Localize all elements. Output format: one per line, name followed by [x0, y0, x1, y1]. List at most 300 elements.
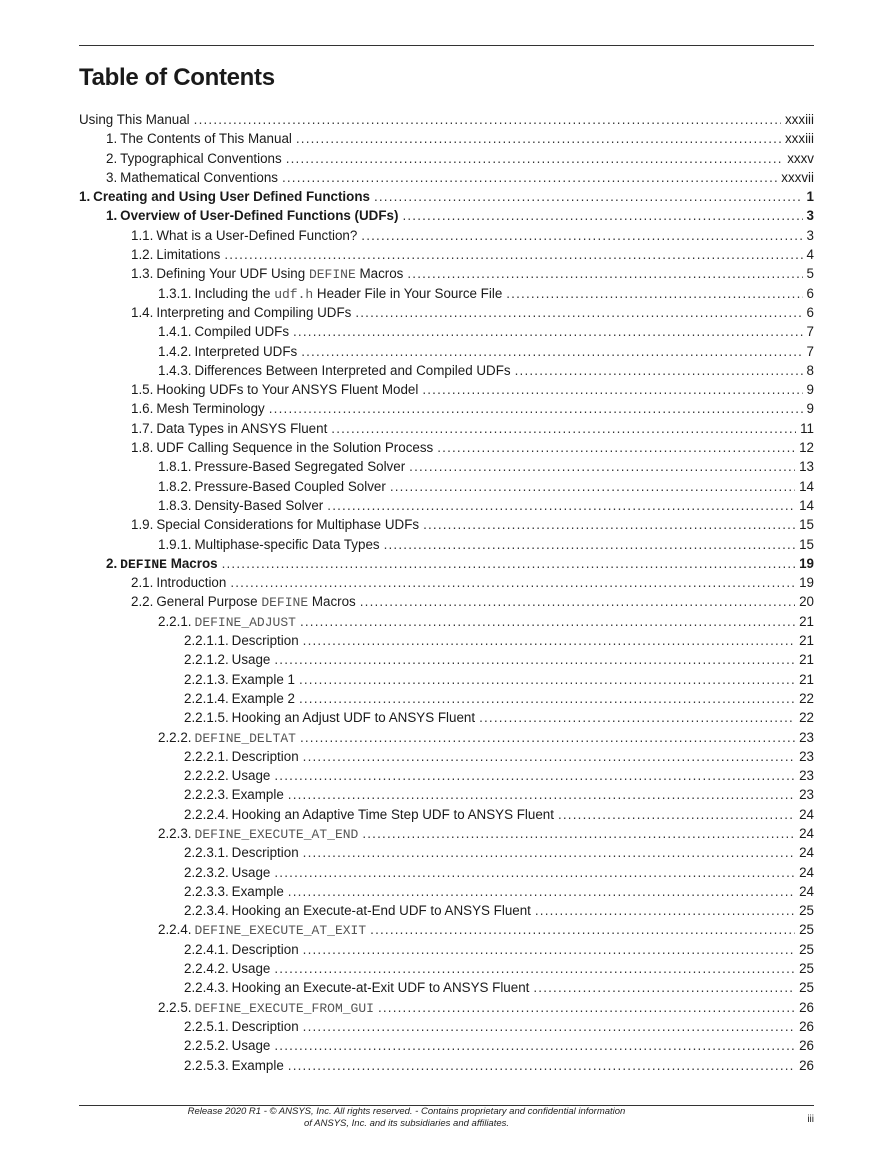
toc-leader-dots	[288, 882, 795, 901]
toc-entry[interactable]	[79, 264, 814, 283]
toc-entry-number: 1.1.	[131, 227, 154, 243]
toc-entry-title[interactable]	[232, 747, 299, 766]
toc-entry-text: Macros	[355, 266, 404, 282]
toc-entry-title[interactable]	[120, 168, 278, 187]
toc-entry-page: 14	[799, 478, 814, 494]
toc-entry-text: Usage	[231, 961, 271, 977]
toc-entry-number: 2.2.3.2.	[184, 864, 229, 880]
toc-entry-title[interactable]	[195, 322, 290, 341]
toc-entry-title[interactable]	[195, 284, 503, 303]
toc-entry-code: udf.h	[274, 286, 314, 302]
toc-entry-text: Header File in Your Source File	[313, 285, 503, 301]
toc-entry-page: 21	[799, 652, 814, 668]
toc-entry-number: 2.2.4.2.	[184, 961, 229, 977]
toc-leader-dots	[479, 708, 795, 727]
toc-entry-text: Limitations	[156, 247, 221, 263]
table-of-contents	[79, 110, 814, 1075]
toc-entry-number: 2.2.1.	[158, 613, 192, 629]
toc-entry[interactable]	[79, 515, 814, 534]
toc-entry-number: 2.2.4.	[158, 922, 192, 938]
toc-leader-dots	[288, 1056, 795, 1075]
toc-entry[interactable]	[79, 978, 814, 997]
toc-entry-number: 1.2.	[131, 247, 154, 263]
toc-entry-text: Mathematical Conventions	[120, 169, 278, 185]
toc-entry[interactable]	[79, 245, 814, 264]
footer-line-2: of ANSYS, Inc. and its subsidiaries and affiliates.	[303, 1117, 510, 1129]
toc-entry[interactable]	[79, 322, 814, 341]
toc-entry[interactable]	[79, 129, 814, 148]
toc-leader-dots	[423, 515, 795, 534]
toc-entry-text: Typographical Conventions	[120, 150, 282, 166]
toc-entry-number: 2.2.2.3.	[184, 787, 229, 803]
toc-entry-number: 2.2.3.1.	[184, 845, 229, 861]
toc-entry-title[interactable]	[232, 843, 299, 862]
toc-entry-title[interactable]	[195, 612, 296, 631]
toc-entry-text: Hooking an Adjust UDF to ANSYS Fluent	[231, 710, 476, 726]
toc-entry[interactable]	[79, 399, 814, 418]
toc-entry-text: Differences Between Interpreted and Compiled UDFs	[194, 362, 511, 378]
toc-leader-dots	[282, 168, 777, 187]
toc-entry-number: 1.	[79, 189, 91, 205]
toc-entry-number: 1.4.2.	[158, 343, 192, 359]
toc-entry[interactable]	[79, 477, 814, 496]
toc-entry-page: 24	[799, 845, 814, 861]
toc-leader-dots	[296, 129, 781, 148]
toc-entry-title[interactable]	[156, 245, 220, 264]
toc-entry[interactable]	[79, 1056, 814, 1075]
toc-entry-title[interactable]	[232, 1036, 271, 1055]
toc-entry-page: 9	[806, 401, 814, 417]
toc-entry-number: 2.2.5.2.	[184, 1038, 229, 1054]
toc-entry-number: 3.	[106, 169, 118, 185]
toc-entry-title[interactable]	[232, 1017, 299, 1036]
toc-entry-title[interactable]	[232, 901, 531, 920]
toc-entry[interactable]	[79, 689, 814, 708]
toc-leader-dots	[300, 612, 795, 631]
toc-entry-page: 14	[799, 497, 814, 513]
toc-entry-number: 2.2.4.3.	[184, 980, 229, 996]
toc-leader-dots	[293, 322, 803, 341]
toc-entry-text: Introduction	[156, 575, 227, 591]
toc-entry-page: xxxvii	[781, 169, 814, 185]
toc-entry[interactable]	[79, 901, 814, 920]
toc-entry-number: 1.8.3.	[158, 497, 192, 513]
toc-entry[interactable]	[79, 863, 814, 882]
toc-leader-dots	[361, 226, 802, 245]
toc-entry-text: Description	[231, 633, 299, 649]
toc-entry-number: 2.2.1.1.	[184, 633, 229, 649]
toc-entry-text: Creating and Using User Defined Functions	[93, 189, 370, 205]
toc-entry-page: 23	[799, 787, 814, 803]
toc-entry[interactable]	[79, 920, 814, 939]
toc-entry-number: 1.8.1.	[158, 459, 192, 475]
toc-entry-number: 1.3.	[131, 266, 154, 282]
toc-entry-page: 25	[799, 961, 814, 977]
toc-leader-dots	[422, 380, 802, 399]
toc-entry-page: 8	[806, 362, 814, 378]
toc-entry-text: Compiled UDFs	[194, 324, 290, 340]
toc-entry-page: 19	[799, 555, 814, 571]
footer-copyright	[159, 1106, 654, 1129]
toc-entry-title[interactable]	[156, 438, 433, 457]
toc-leader-dots	[299, 689, 795, 708]
toc-entry-number: 2.2.1.3.	[184, 671, 229, 687]
toc-entry-page: 6	[806, 304, 814, 320]
toc-entry-text: Example	[231, 787, 284, 803]
toc-leader-dots	[378, 998, 795, 1017]
toc-entry[interactable]	[79, 708, 814, 727]
toc-entry-text: Interpreted UDFs	[194, 343, 298, 359]
toc-entry-title[interactable]	[232, 882, 284, 901]
toc-entry[interactable]	[79, 438, 814, 457]
toc-entry-page: 25	[799, 980, 814, 996]
toc-entry[interactable]	[79, 592, 814, 611]
toc-entry-title[interactable]	[93, 187, 370, 206]
toc-entry[interactable]	[79, 110, 814, 129]
toc-entry-title[interactable]	[232, 785, 284, 804]
toc-entry-number: 1.9.	[131, 517, 154, 533]
toc-entry-text: Hooking an Execute-at-End UDF to ANSYS Fluent	[231, 903, 531, 919]
toc-entry[interactable]	[79, 380, 814, 399]
toc-entry-text: Description	[231, 748, 299, 764]
toc-leader-dots	[360, 592, 795, 611]
toc-entry-text: Example	[231, 883, 284, 899]
toc-entry-number: 2.2.5.3.	[184, 1057, 229, 1073]
toc-entry-text: Overview of User-Defined Functions (UDFs)	[120, 208, 399, 224]
toc-entry-title[interactable]	[232, 670, 295, 689]
toc-entry-title[interactable]	[232, 689, 295, 708]
toc-entry-number: 2.2.5.	[158, 999, 192, 1015]
toc-leader-dots	[331, 419, 796, 438]
toc-entry-code: DEFINE_EXECUTE_FROM_GUI	[194, 1000, 374, 1016]
toc-entry-code: DEFINE	[308, 267, 356, 283]
toc-entry-title[interactable]	[232, 978, 530, 997]
toc-entry-number: 2.	[106, 150, 118, 166]
toc-leader-dots	[535, 901, 795, 920]
toc-entry-code: DEFINE_DELTAT	[194, 730, 296, 746]
toc-entry-page: 22	[799, 710, 814, 726]
toc-entry-number: 1.4.	[131, 304, 154, 320]
toc-entry-number: 1.8.2.	[158, 478, 192, 494]
toc-leader-dots	[303, 843, 795, 862]
toc-leader-dots	[558, 805, 795, 824]
toc-leader-dots	[303, 940, 795, 959]
toc-entry[interactable]	[79, 303, 814, 322]
toc-entry[interactable]	[79, 728, 814, 747]
toc-entry-title[interactable]	[195, 477, 386, 496]
toc-entry-text: The Contents of This Manual	[120, 131, 292, 147]
toc-entry-page: 21	[799, 633, 814, 649]
toc-entry-title[interactable]	[195, 824, 359, 843]
toc-entry-title[interactable]	[195, 535, 380, 554]
toc-entry-number: 2.2.1.2.	[184, 652, 229, 668]
toc-leader-dots	[288, 785, 795, 804]
toc-entry-number: 1.6.	[131, 401, 154, 417]
toc-entry-text: Example 2	[231, 690, 295, 706]
toc-leader-dots	[286, 149, 784, 168]
toc-entry-number: 2.2.3.4.	[184, 903, 229, 919]
toc-entry-code: DEFINE_ADJUST	[194, 614, 296, 630]
footer-line-1: Release 2020 R1 - © ANSYS, Inc. All rights reserved. - Contains proprietary and confidential information	[187, 1106, 626, 1117]
toc-entry-title[interactable]	[232, 766, 271, 785]
toc-entry-page: 12	[799, 440, 814, 456]
toc-leader-dots	[274, 650, 795, 669]
toc-entry[interactable]	[79, 149, 814, 168]
toc-entry-text: Using This Manual	[79, 112, 190, 127]
toc-entry[interactable]	[79, 226, 814, 245]
toc-leader-dots	[407, 264, 802, 283]
toc-entry-page: 26	[799, 1038, 814, 1054]
toc-entry[interactable]	[79, 747, 814, 766]
toc-entry-number: 1.5.	[131, 382, 154, 398]
toc-entry[interactable]	[79, 959, 814, 978]
toc-entry-text: Usage	[231, 1038, 271, 1054]
toc-entry-title[interactable]	[195, 728, 296, 747]
toc-entry-page: xxxiii	[784, 131, 814, 147]
toc-entry-title[interactable]	[195, 920, 367, 939]
toc-entry[interactable]	[79, 882, 814, 901]
toc-entry-text: Example	[231, 1057, 284, 1073]
toc-entry-page: 24	[799, 864, 814, 880]
toc-entry-number: 1.	[106, 131, 118, 147]
toc-entry-title[interactable]	[232, 959, 271, 978]
toc-entry-title[interactable]	[79, 110, 190, 129]
toc-leader-dots	[274, 959, 795, 978]
toc-entry-title[interactable]	[232, 805, 554, 824]
toc-entry-text: Including the	[194, 285, 275, 301]
toc-entry-number: 2.1.	[131, 575, 154, 591]
toc-entry-title[interactable]	[156, 303, 351, 322]
toc-entry-title[interactable]	[232, 708, 475, 727]
toc-entry-text: What is a User-Defined Function?	[156, 227, 358, 243]
toc-entry-page: 24	[799, 825, 814, 841]
toc-entry-title[interactable]	[120, 554, 217, 573]
toc-entry-text: Special Considerations for Multiphase UDFs	[156, 517, 420, 533]
toc-leader-dots	[362, 824, 795, 843]
toc-entry[interactable]	[79, 650, 814, 669]
toc-entry[interactable]	[79, 670, 814, 689]
toc-entry[interactable]	[79, 457, 814, 476]
toc-entry-code: DEFINE_EXECUTE_AT_EXIT	[194, 923, 367, 939]
toc-leader-dots	[300, 728, 795, 747]
toc-entry-page: 23	[799, 748, 814, 764]
toc-entry-page: 11	[800, 420, 814, 436]
toc-entry[interactable]	[79, 843, 814, 862]
toc-entry[interactable]	[79, 766, 814, 785]
toc-entry-page: 20	[799, 594, 814, 610]
toc-entry-number: 1.3.1.	[158, 285, 192, 301]
header-rule	[79, 45, 814, 46]
toc-entry[interactable]	[79, 824, 814, 843]
toc-entry-text: Usage	[231, 768, 271, 784]
toc-entry-page: 23	[799, 768, 814, 784]
toc-entry-text: Hooking UDFs to Your ANSYS Fluent Model	[156, 382, 419, 398]
toc-entry-title[interactable]	[120, 149, 282, 168]
toc-entry[interactable]	[79, 1017, 814, 1036]
toc-entry[interactable]	[79, 361, 814, 380]
toc-entry[interactable]	[79, 998, 814, 1017]
toc-entry-title[interactable]	[232, 1056, 284, 1075]
toc-entry-title[interactable]	[195, 998, 374, 1017]
toc-entry-page: 26	[799, 999, 814, 1015]
toc-entry-page: 22	[799, 690, 814, 706]
toc-entry-page: 7	[806, 324, 814, 340]
toc-leader-dots	[402, 206, 802, 225]
toc-entry-page: 13	[799, 459, 814, 475]
toc-entry-title[interactable]	[156, 515, 419, 534]
toc-entry-text: Example 1	[231, 671, 295, 687]
toc-entry-text: Macros	[166, 555, 218, 571]
toc-leader-dots	[224, 245, 802, 264]
toc-entry-page: 3	[806, 227, 814, 243]
toc-entry-text: Macros	[308, 594, 356, 610]
page-title: Table of Contents	[79, 64, 275, 91]
toc-leader-dots	[303, 1017, 795, 1036]
toc-entry-code: DEFINE	[120, 556, 167, 572]
toc-leader-dots	[230, 573, 795, 592]
toc-entry-text: Usage	[231, 864, 271, 880]
toc-entry-number: 2.2.3.	[158, 825, 192, 841]
toc-entry-title[interactable]	[156, 399, 264, 418]
toc-entry-title[interactable]	[232, 940, 299, 959]
toc-entry-number: 2.2.2.2.	[184, 768, 229, 784]
toc-entry-page: 6	[806, 285, 814, 301]
toc-leader-dots	[437, 438, 795, 457]
toc-entry-text: Multiphase-specific Data Types	[194, 536, 380, 552]
toc-entry-text: Description	[231, 845, 299, 861]
toc-entry-number: 2.2.3.3.	[184, 883, 229, 899]
toc-entry-text: Usage	[231, 652, 271, 668]
toc-entry-page: 21	[799, 671, 814, 687]
toc-entry-page: 21	[799, 613, 814, 629]
toc-entry-page: 25	[799, 903, 814, 919]
toc-entry[interactable]	[79, 785, 814, 804]
toc-entry-page: xxxv	[787, 150, 814, 166]
toc-entry-title[interactable]	[195, 457, 406, 476]
toc-entry-page: 4	[806, 247, 814, 263]
toc-entry-number: 1.9.1.	[158, 536, 192, 552]
toc-entry-page: 25	[799, 922, 814, 938]
toc-entry-number: 2.2.	[131, 594, 154, 610]
toc-entry-text: Interpreting and Compiling UDFs	[156, 304, 352, 320]
toc-entry[interactable]	[79, 496, 814, 515]
toc-entry[interactable]	[79, 419, 814, 438]
toc-entry-page: 15	[799, 536, 814, 552]
toc-entry[interactable]	[79, 805, 814, 824]
toc-entry[interactable]	[79, 342, 814, 361]
toc-entry-page: 15	[799, 517, 814, 533]
toc-leader-dots	[533, 978, 795, 997]
toc-entry[interactable]	[79, 535, 814, 554]
toc-entry-code: DEFINE_EXECUTE_AT_END	[194, 826, 359, 842]
toc-entry-text: General Purpose	[156, 594, 262, 610]
toc-entry-page: 3	[806, 208, 814, 224]
toc-entry-title[interactable]	[156, 592, 355, 611]
toc-entry[interactable]	[79, 284, 814, 303]
toc-leader-dots	[274, 1036, 795, 1055]
toc-leader-dots	[390, 477, 795, 496]
toc-entry-text: Data Types in ANSYS Fluent	[156, 420, 328, 436]
toc-entry-title[interactable]	[195, 361, 511, 380]
toc-entry-title[interactable]	[232, 650, 271, 669]
toc-leader-dots	[409, 457, 795, 476]
toc-entry-page: 25	[799, 941, 814, 957]
toc-entry-title[interactable]	[156, 573, 226, 592]
toc-entry-title[interactable]	[120, 129, 292, 148]
toc-entry-number: 1.4.3.	[158, 362, 192, 378]
toc-entry-number: 2.2.2.1.	[184, 748, 229, 764]
toc-entry-page: 7	[806, 343, 814, 359]
toc-leader-dots	[194, 110, 781, 129]
toc-entry-title[interactable]	[156, 380, 418, 399]
toc-entry-number: 2.2.1.4.	[184, 690, 229, 706]
toc-entry-page: 26	[799, 1018, 814, 1034]
toc-entry-number: 2.2.4.1.	[184, 941, 229, 957]
toc-entry[interactable]	[79, 612, 814, 631]
toc-entry-title[interactable]	[156, 226, 357, 245]
toc-entry-page: 23	[799, 729, 814, 745]
toc-entry-text: Pressure-Based Coupled Solver	[194, 478, 386, 494]
toc-leader-dots	[355, 303, 802, 322]
footer-page-number: iii	[807, 1114, 814, 1125]
toc-entry[interactable]	[79, 206, 814, 225]
toc-entry-number: 2.2.1.5.	[184, 710, 229, 726]
toc-entry-title[interactable]	[156, 264, 403, 283]
toc-leader-dots	[515, 361, 803, 380]
toc-entry-title[interactable]	[156, 419, 327, 438]
toc-entry[interactable]	[79, 940, 814, 959]
toc-entry-page: 24	[799, 806, 814, 822]
toc-entry-text: Defining Your UDF Using	[156, 266, 309, 282]
toc-entry[interactable]	[79, 1036, 814, 1055]
toc-entry-number: 2.	[106, 555, 118, 571]
toc-leader-dots	[222, 554, 796, 573]
toc-entry-page: xxxiii	[784, 112, 814, 127]
toc-leader-dots	[303, 631, 795, 650]
toc-leader-dots	[327, 496, 795, 515]
toc-entry[interactable]	[79, 631, 814, 650]
toc-leader-dots	[374, 187, 803, 206]
toc-entry-number: 2.2.5.1.	[184, 1018, 229, 1034]
toc-entry-text: Description	[231, 1018, 299, 1034]
toc-entry-text: Hooking an Adaptive Time Step UDF to ANSYS Fluent	[231, 806, 554, 822]
toc-entry-number: 1.4.1.	[158, 324, 192, 340]
toc-entry[interactable]	[79, 573, 814, 592]
toc-leader-dots	[370, 920, 795, 939]
toc-leader-dots	[269, 399, 803, 418]
toc-entry-page: 26	[799, 1057, 814, 1073]
toc-entry[interactable]	[79, 554, 814, 573]
toc-entry-page: 1	[806, 189, 814, 205]
toc-entry-text: Hooking an Execute-at-Exit UDF to ANSYS Fluent	[231, 980, 530, 996]
toc-entry-title[interactable]	[232, 863, 271, 882]
toc-leader-dots	[384, 535, 796, 554]
toc-entry-title[interactable]	[120, 206, 398, 225]
toc-entry-title[interactable]	[195, 496, 324, 515]
toc-leader-dots	[303, 747, 795, 766]
toc-entry-number: 1.	[106, 208, 118, 224]
toc-entry-title[interactable]	[232, 631, 299, 650]
toc-entry[interactable]	[79, 168, 814, 187]
toc-entry-title[interactable]	[195, 342, 298, 361]
toc-leader-dots	[274, 766, 795, 785]
toc-entry-number: 2.2.2.	[158, 729, 192, 745]
toc-entry-number: 1.8.	[131, 440, 154, 456]
toc-leader-dots	[506, 284, 802, 303]
toc-entry[interactable]	[79, 187, 814, 206]
toc-leader-dots	[299, 670, 795, 689]
toc-entry-text: Pressure-Based Segregated Solver	[194, 459, 406, 475]
